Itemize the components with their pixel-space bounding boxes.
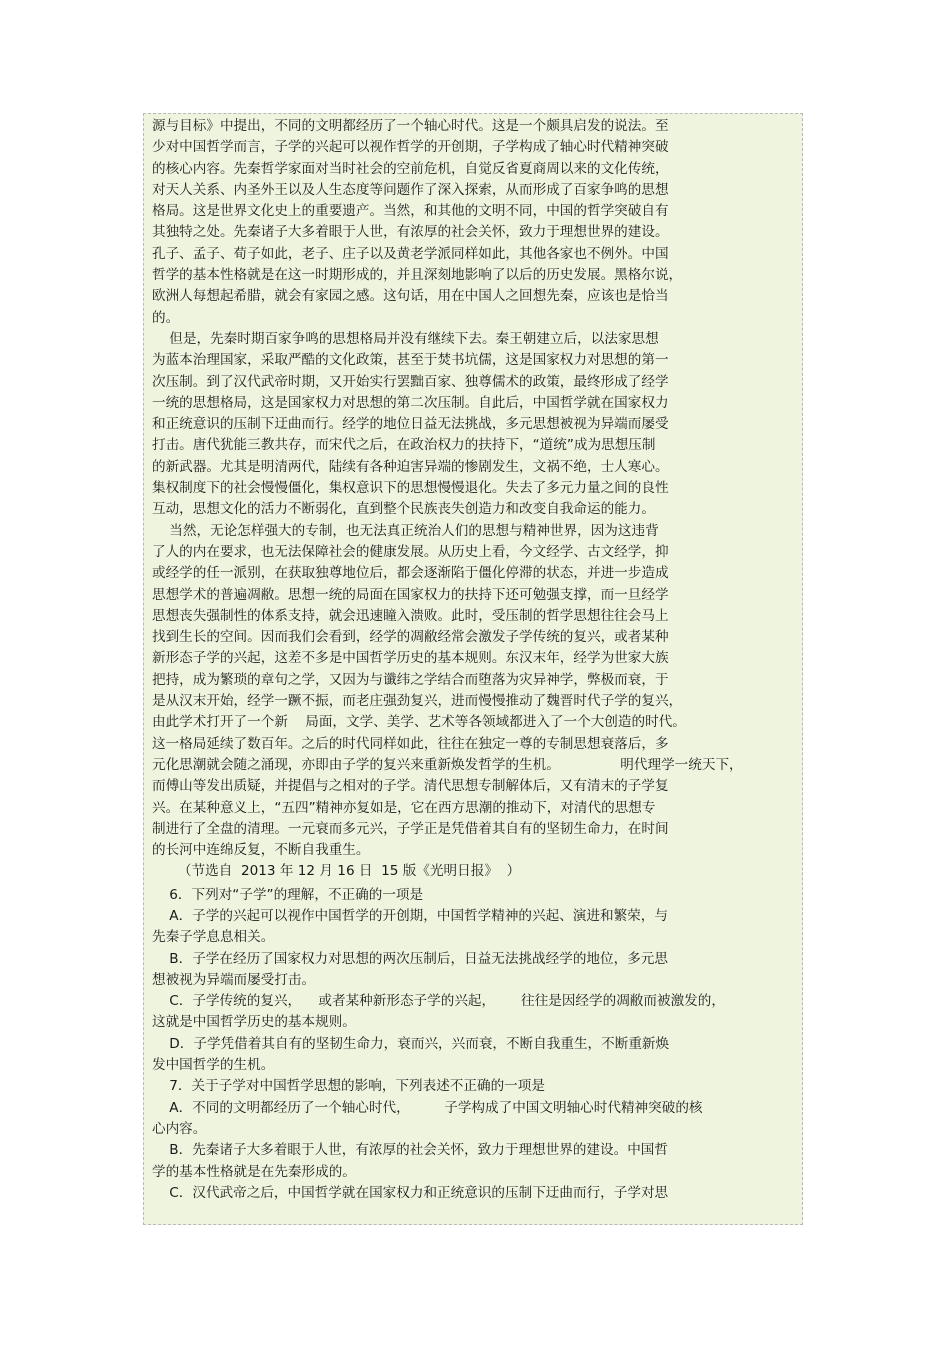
question-line: 学的基本性格就是在先秦形成的。 (152, 1163, 356, 1180)
question-line: 6．下列对“子学”的理解，不正确的一项是 (152, 886, 424, 903)
question-line: A．子学的兴起可以视作中国哲学的开创期，中国哲学精神的兴起、演进和繁荣，与 (152, 907, 668, 924)
passage-line: 其独特之处。先秦诸子大多着眼于人世，有浓厚的社会关怀，致力于理想世界的建设。 (152, 224, 669, 241)
passage-line: 集权制度下的社会慢慢僵化，集权意识下的思想慢慢退化。失去了多元力量之间的良性 (152, 480, 669, 497)
question-line: 先秦子学息息相关。 (152, 929, 275, 946)
question-line: 这就是中国哲学历史的基本规则。 (152, 1014, 356, 1031)
passage-line: 思想丧失强制性的体系支持，就会迅速瞳入溃败。此时，受压制的哲学思想往往会马上 (152, 607, 669, 624)
passage-line: 当然，无论怎样强大的专制，也无法真正统治人们的思想与精神世界，因为这违背 (152, 522, 659, 539)
passage-line: 找到生长的空间。因而我们会看到，经学的凋敝经常会激发子学传统的复兴，或者某种 (152, 629, 669, 646)
question-line: C．汉代武帝之后，中国哲学就在国家权力和正统意识的压制下迂曲而行，子学对思 (152, 1184, 669, 1201)
question-line: B．先秦诸子大多着眼于人世，有浓厚的社会关怀，致力于理想世界的建设。中国哲 (152, 1142, 668, 1159)
passage-line: 元化思潮就会随之涌现，亦即由子学的复兴来重新焕发哲学的生机。 明代理学一统天下， (152, 756, 743, 773)
passage-line: 孔子、孟子、荀子如此，老子、庄子以及黄老学派同样如此，其他各家也不例外。中国 (152, 245, 669, 262)
questions (152, 885, 802, 1204)
passage-line: 次压制。到了汉代武帝时期，又开始实行罢黜百家、独尊儒术的政策，最终形成了经学 (152, 373, 669, 390)
question-line: B．子学在经历了国家权力对思想的两次压制后，日益无法挑战经学的地位，多元思 (152, 950, 668, 967)
passage-line: 新形态子学的兴起，这差不多是中国哲学历史的基本规则。东汉末年，经学为世家大族 (152, 650, 669, 667)
passage-line: 和正统意识的压制下迂曲而行。经学的地位日益无法挑战，多元思想被视为异端而屡受 (152, 416, 669, 433)
passage-line: 少对中国哲学而言，子学的兴起可以视作哲学的开创期，子学构成了轴心时代精神突破 (152, 139, 669, 156)
question-line: 发中国哲学的生机。 (152, 1057, 275, 1074)
passage-line: 这一格局延续了数百年。之后的时代同样如此，往往在独定一尊的专制思想衰落后，多 (152, 735, 669, 752)
passage-line: 兴。在某种意义上，“五四”精神亦复如是，它在西方思潮的推动下，对清代的思想专 (152, 799, 656, 816)
passage-line: 互动，思想文化的活力不断弱化，直到整个民族丧失创造力和改变自我命运的能力。 (152, 501, 655, 518)
passage-line: 对天人关系、内圣外王以及人生态度等问题作了深入探索，从而形成了百家争鸣的思想 (152, 181, 669, 198)
passage-line: 但是，先秦时期百家争鸣的思想格局并没有继续下去。秦王朝建立后，以法家思想 (152, 330, 659, 347)
passage (152, 116, 802, 883)
document-text (152, 116, 802, 1204)
passage-line: 一统的思想格局，这是国家权力对思想的第二次压制。自此后，中国哲学就在国家权力 (152, 394, 669, 411)
passage-line: 了人的内在要求，也无法保障社会的健康发展。从历史上看，今文经学、古文经学，抑 (152, 543, 669, 560)
passage-line: 源与目标》中提出，不同的文明都经历了一个轴心时代。这是一个颇具启发的说法。至 (152, 118, 669, 134)
passage-line: 或经学的任一派别，在获取独尊地位后，都会逐渐陷于僵化停滞的状态，并进一步造成 (152, 565, 669, 582)
passage-line: 制进行了全盘的清理。一元衰而多元兴，子学正是凭借着其自有的坚韧生命力，在时间 (152, 820, 669, 837)
passage-line: 由此学术打开了一个新 局面，文学、美学、艺术等各领域都进入了一个大创造的时代。 (152, 714, 686, 731)
passage-line: 哲学的基本性格就是在这一时期形成的，并且深刻地影响了以后的历史发展。黑格尔说， (152, 267, 683, 284)
document-page (143, 113, 803, 1225)
passage-line: 是从汉末开始，经学一蹶不振，而老庄强劲复兴，进而慢慢推动了魏晋时代子学的复兴， (152, 693, 683, 710)
question-line: D．子学凭借着其自有的坚韧生命力，衰而兴，兴而衰，不断自我重生，不断重新焕 (152, 1035, 670, 1052)
passage-line: 格局。这是世界文化史上的重要遗产。当然，和其他的文明不同，中国的哲学突破自有 (152, 203, 669, 220)
passage-line: 的新武器。尤其是明清两代，陆续有各种迫害异端的惨剧发生，文祸不绝，士人寒心。 (152, 458, 669, 475)
question-line: C．子学传统的复兴， 或者某种新形态子学的兴起， 往往是因经学的凋敝而被激发的， (152, 993, 725, 1010)
question-line: A．不同的文明都经历了一个轴心时代， 子学构成了中国文明轴心时代精神突破的核 (152, 1099, 703, 1116)
passage-line: 为蓝本治理国家，采取严酷的文化政策，甚至于焚书坑儒，这是国家权力对思想的第一 (152, 352, 669, 369)
passage-line: 的核心内容。先秦哲学家面对当时社会的空前危机，自觉反省夏商周以来的文化传统， (152, 160, 669, 177)
passage-line: 打击。唐代犹能三教共存，而宋代之后，在政治权力的扶持下，“道统”成为思想压制 (152, 437, 656, 454)
question-line: 7．关于子学对中国哲学思想的影响，下列表述不正确的一项是 (152, 1078, 545, 1095)
passage-line: 而傅山等发出质疑，并提倡与之相对的子学。清代思想专制解体后，又有清末的子学复 (152, 778, 669, 795)
passage-line: （节选自 2013 年 12 月 16 日 15 版《光明日报》 ） (152, 863, 521, 880)
passage-line: 的长河中连绵反复，不断自我重生。 (152, 842, 370, 859)
question-line: 心内容。 (152, 1120, 207, 1137)
passage-line: 欧洲人每想起希腊，就会有家园之感。这句话，用在中国人之回想先秦，应该也是恰当 (152, 288, 669, 305)
question-line: 想被视为异端而屡受打击。 (152, 971, 316, 988)
passage-line: 思想学术的普遍凋敝。思想一统的局面在国家权力的扶持下还可勉强支撑，而一旦经学 (152, 586, 669, 603)
passage-line: 把持，成为繁琐的章句之学，又因为与谶纬之学结合而堕落为灾异神学，弊极而衰，于 (152, 671, 669, 688)
passage-line: 的。 (152, 309, 180, 326)
